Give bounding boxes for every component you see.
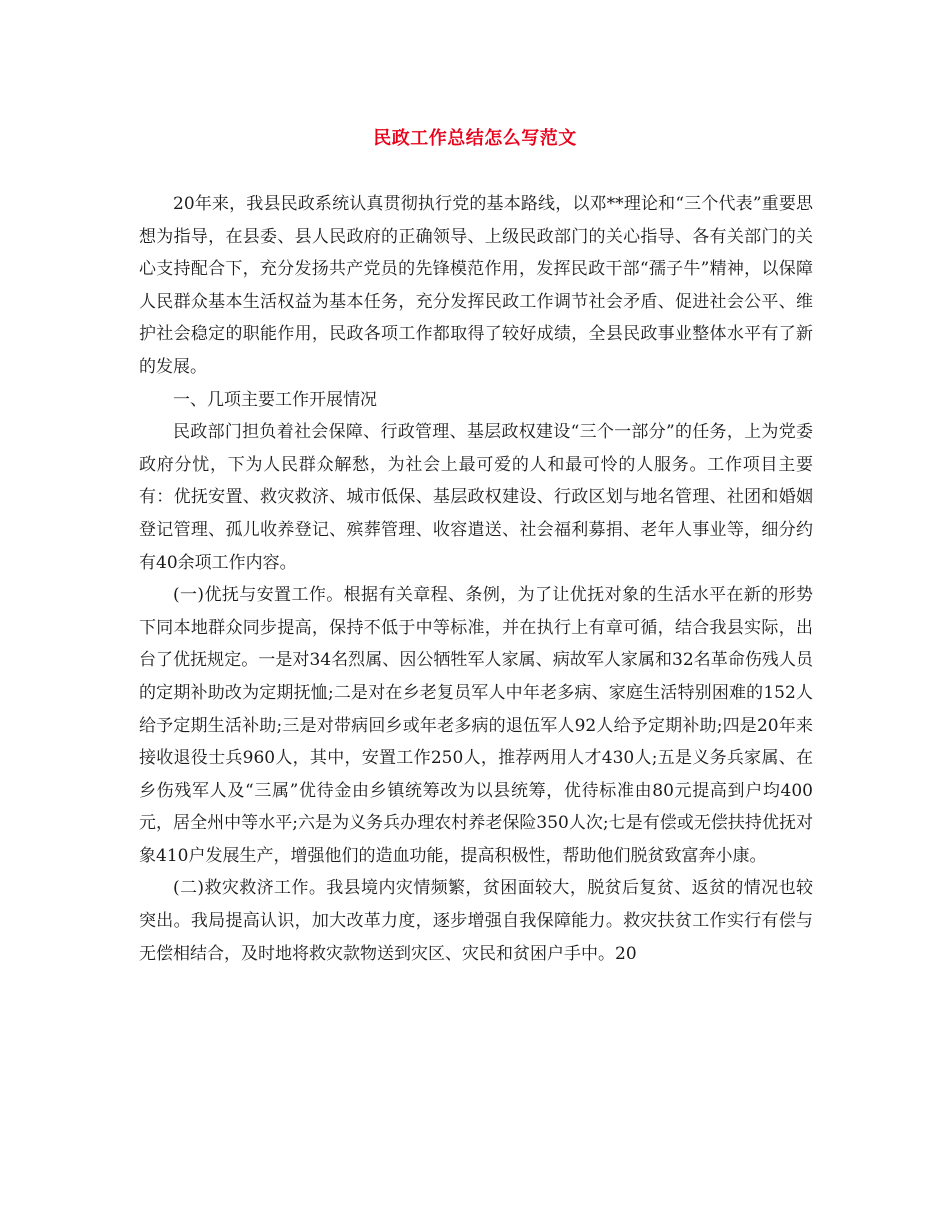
section-heading: 一、几项主要工作开展情况 [173, 389, 377, 410]
paragraph-overview: 民政部门担负着社会保障、行政管理、基层政权建设“三个一部分”的任务，上为党委政府分忧，下为人民群众解愁，为社会上最可爱的人和最可怜的人服务。工作项目主要有：优抚安置、救灾救济、城市低保、基层政权建设、行政区划与地名管理、社团和婚姻登记管理、孤儿收养登记、殡葬管理、收容遣送、社会福利募捐、老年人事业等，细分约有40余项工作内容。 [139, 422, 813, 573]
paragraph-disaster-relief: (二)救灾救济工作。我县境内灾情频繁，贫困面较大，脱贫后复贫、返贫的情况也较突出。我局提高认识，加大改革力度，逐步增强自我保障能力。救灾扶贫工作实行有偿与无偿相结合，及时地将救灾款物送到灾区、灾民和贫困户手中。20 [139, 878, 813, 964]
paragraph-preferential-care: (一)优抚与安置工作。根据有关章程、条例，为了让优抚对象的生活水平在新的形势下同本地群众同步提高，保持不低于中等标准，并在执行上有章可循，结合我县实际，出台了优抚规定。一是对34名烈属、因公牺牲军人家属、病故军人家属和32名革命伤残人员的定期补助改为定期抚恤;二是对在乡老复员军人中年老多病、家庭生活特别困难的152人给予定期生活补助;三是对带病回乡或年老多病的退伍军人92人给予定期补助;四是20年来接收退役士兵960人，其中，安置工作250人，推荐两用人才430人;五是义务兵家属、在乡伤残军人及“三属”优待金由乡镇统筹改为以县统筹，优待标准由80元提高到户均400元，居全州中等水平;六是为义务兵办理农村养老保险350人次;七是有偿或无偿扶持优抚对象410户发展生产，增强他们的造血功能，提高积极性，帮助他们脱贫致富奔小康。 [139, 585, 813, 866]
document-body [139, 188, 813, 970]
document-title: 民政工作总结怎么写范文 [373, 128, 577, 149]
paragraph-intro: 20年来，我县民政系统认真贯彻执行党的基本路线，以邓**理论和“三个代表”重要思想为指导，在县委、县人民政府的正确领导、上级民政部门的关心指导、各有关部门的关心支持配合下，充分发扬共产党员的先锋模范作用，发挥民政干部“孺子牛”精神，以保障人民群众基本生活权益为基本任务，充分发挥民政工作调节社会矛盾、促进社会公平、维护社会稳定的职能作用，民政各项工作都取得了较好成绩，全县民政事业整体水平有了新的发展。 [139, 194, 813, 377]
